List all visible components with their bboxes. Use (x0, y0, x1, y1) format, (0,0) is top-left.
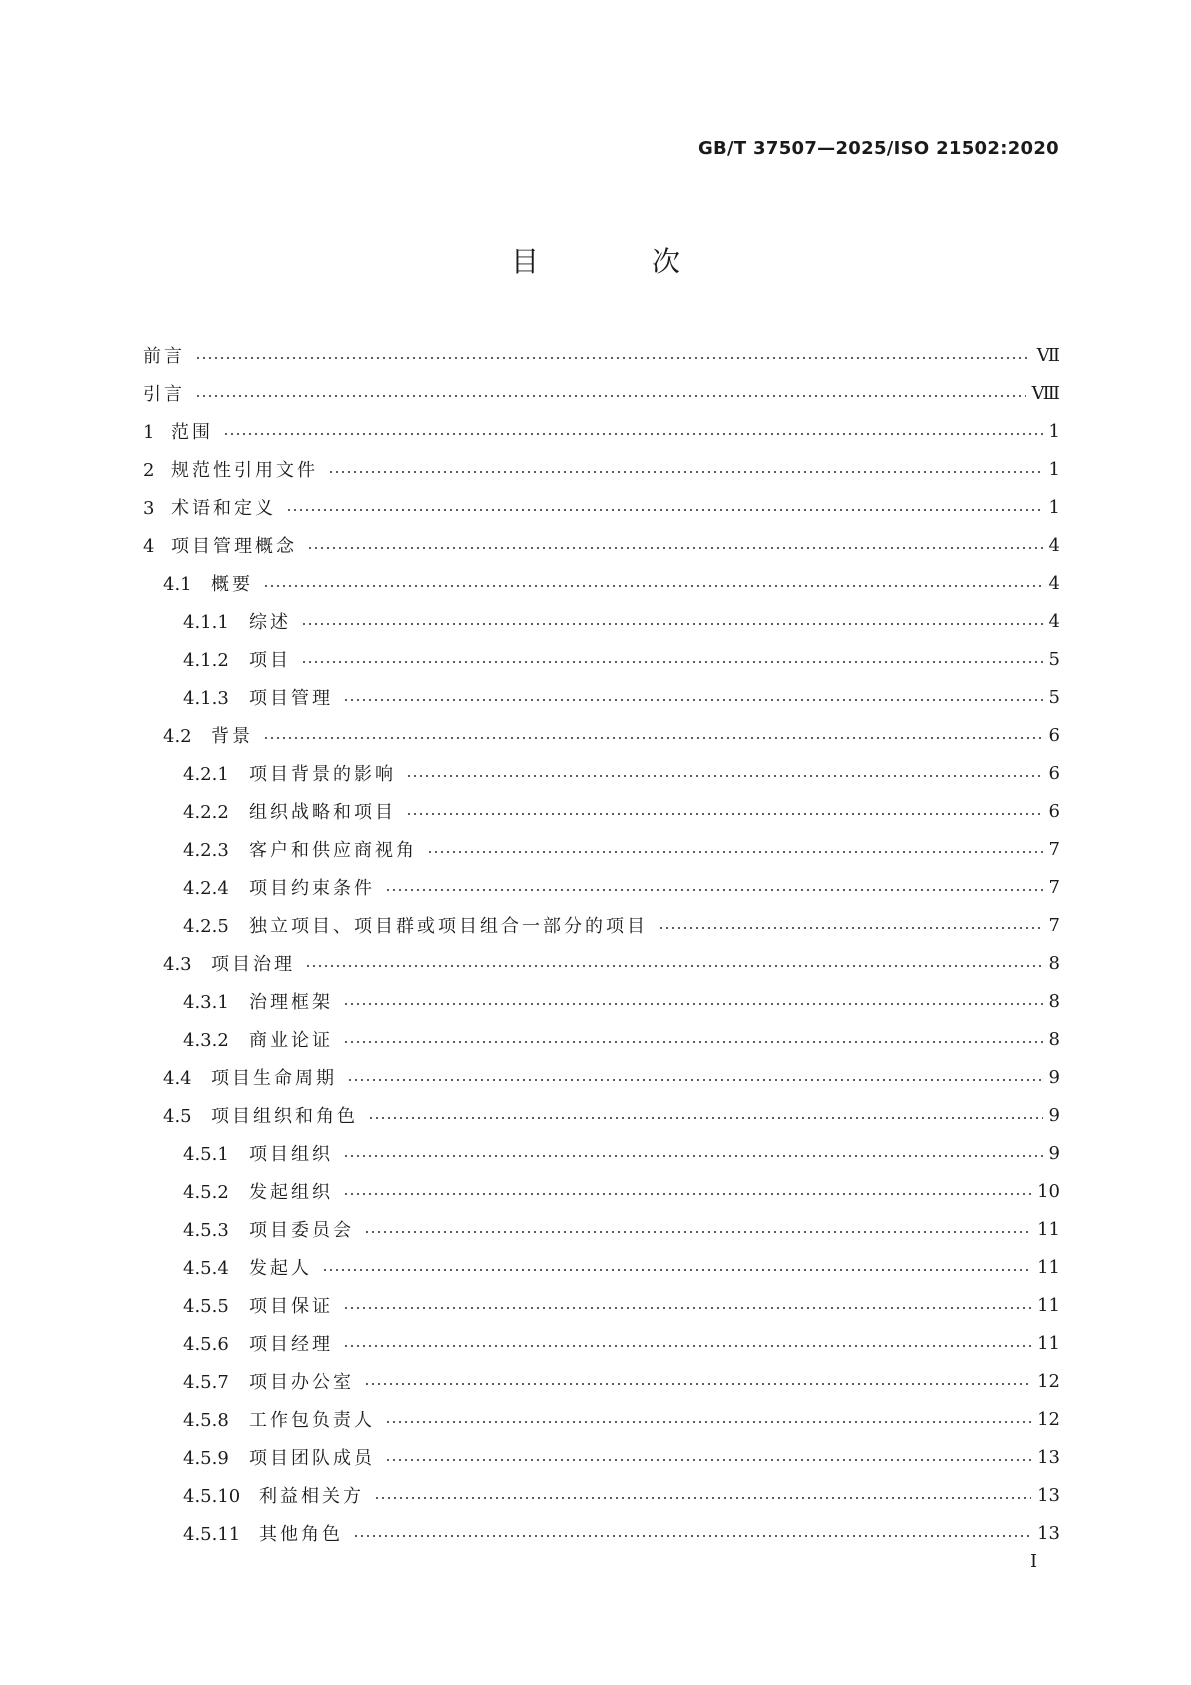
page-number: I (1030, 1551, 1038, 1572)
toc-entry-number: 4.3.1 (183, 992, 229, 1013)
toc-entry[interactable] (143, 678, 1060, 716)
toc-entry-label (143, 1406, 379, 1432)
toc-entry-label (143, 836, 421, 862)
toc-entry-page: 11 (1037, 1218, 1060, 1240)
toc-entry-number: 4.5.10 (183, 1486, 241, 1507)
toc-entry-label (143, 1292, 337, 1318)
toc-entry[interactable] (143, 1172, 1060, 1210)
toc-dot-leader (374, 1486, 1031, 1504)
toc-entry[interactable] (143, 1286, 1060, 1324)
toc-entry-page: 5 (1048, 648, 1060, 670)
toc-entry-title: 综述 (249, 612, 291, 633)
toc-entry[interactable] (143, 1362, 1060, 1400)
toc-entry-label (143, 1140, 337, 1166)
toc-entry[interactable] (143, 944, 1060, 982)
toc-entry-title: 引言 (143, 384, 185, 405)
toc-entry-title: 项目管理 (249, 688, 333, 709)
toc-entry[interactable] (143, 1210, 1060, 1248)
toc-entry-label (143, 988, 337, 1014)
toc-entry-page: 11 (1037, 1256, 1060, 1278)
toc-entry-number: 4.1.2 (183, 650, 229, 671)
toc-entry[interactable] (143, 336, 1060, 374)
toc-dot-leader (322, 1258, 1031, 1276)
toc-entry-label (143, 1102, 362, 1128)
toc-entry-page: 8 (1048, 1028, 1060, 1050)
toc-entry-title: 前言 (143, 346, 185, 367)
page-title: 目 次 (511, 245, 732, 278)
toc-dot-leader (406, 802, 1043, 820)
toc-entry[interactable] (143, 868, 1060, 906)
toc-dot-leader (364, 1220, 1031, 1238)
toc-entry-label (143, 1178, 337, 1204)
toc-entry-number: 4.5.8 (183, 1410, 229, 1431)
toc-entry[interactable] (143, 1096, 1060, 1134)
toc-entry-number: 4.2.4 (183, 878, 229, 899)
toc-dot-leader (343, 1144, 1043, 1162)
toc-entry-page: Ⅶ (1036, 344, 1060, 366)
toc-entry[interactable] (143, 754, 1060, 792)
toc-entry-page: 1 (1048, 420, 1060, 442)
toc-entry-page: 8 (1048, 952, 1060, 974)
toc-entry-page: 1 (1048, 458, 1060, 480)
toc-entry-page: 7 (1048, 838, 1060, 860)
toc-entry-title: 概要 (211, 574, 253, 595)
toc-entry[interactable] (143, 1476, 1060, 1514)
toc-dot-leader (406, 764, 1043, 782)
toc-entry-title: 其他角色 (259, 1524, 343, 1545)
toc-entry-title: 范围 (171, 422, 213, 443)
toc-entry-label (143, 1520, 347, 1546)
toc-dot-leader (305, 954, 1043, 972)
toc-dot-leader (658, 916, 1043, 934)
toc-entry-page: 5 (1048, 686, 1060, 708)
toc-entry-page: 11 (1037, 1332, 1060, 1354)
toc-entry[interactable] (143, 1438, 1060, 1476)
toc-entry-title: 项目团队成员 (249, 1448, 375, 1469)
toc-dot-leader (301, 650, 1043, 668)
toc-entry-title: 组织战略和项目 (249, 802, 396, 823)
toc-entry-number: 4.3.2 (183, 1030, 229, 1051)
toc-entry-number: 4.2.5 (183, 916, 229, 937)
toc-entry-label (143, 1026, 337, 1052)
toc-entry-title: 项目委员会 (249, 1220, 354, 1241)
toc-entry[interactable] (143, 450, 1060, 488)
toc-entry-number: 4.5.4 (183, 1258, 229, 1279)
toc-entry-title: 利益相关方 (259, 1486, 364, 1507)
toc-entry-label (143, 722, 257, 748)
toc-entry-page: 7 (1048, 914, 1060, 936)
toc-entry-title: 工作包负责人 (249, 1410, 375, 1431)
toc-dot-leader (343, 1334, 1031, 1352)
toc-entry-label (143, 1368, 358, 1394)
toc-entry-label (143, 1330, 337, 1356)
toc-entry-number: 4.5.2 (183, 1182, 229, 1203)
toc-entry-title: 客户和供应商视角 (249, 840, 417, 861)
toc-entry[interactable] (143, 564, 1060, 602)
toc-entry-page: 13 (1037, 1522, 1060, 1544)
toc-entry-number: 4.2 (163, 726, 192, 747)
toc-entry-title: 项目约束条件 (249, 878, 375, 899)
toc-entry[interactable] (143, 1248, 1060, 1286)
toc-dot-leader (223, 422, 1043, 440)
toc-entry-page: 11 (1037, 1294, 1060, 1316)
toc-entry-label (143, 1216, 358, 1242)
toc-entry-page: Ⅷ (1031, 382, 1060, 404)
toc-entry[interactable] (143, 792, 1060, 830)
toc-entry-page: 13 (1037, 1446, 1060, 1468)
toc-dot-leader (353, 1524, 1031, 1542)
toc-entry-page: 4 (1048, 572, 1060, 594)
toc-entry-number: 2 (143, 460, 155, 481)
toc-entry-number: 4.5.11 (183, 1524, 241, 1545)
toc-entry-number: 4.2.1 (183, 764, 229, 785)
toc-dot-leader (343, 1030, 1043, 1048)
toc-entry-page: 12 (1037, 1408, 1060, 1430)
toc-entry-number: 1 (143, 422, 155, 443)
toc-entry-page: 8 (1048, 990, 1060, 1012)
toc-entry[interactable] (143, 374, 1060, 412)
toc-entry-title: 项目管理概念 (171, 536, 297, 557)
toc-entry-number: 4.3 (163, 954, 192, 975)
toc-dot-leader (195, 384, 1026, 402)
toc-entry-title: 发起组织 (249, 1182, 333, 1203)
toc-entry-number: 4.1 (163, 574, 192, 595)
toc-entry-page: 12 (1037, 1370, 1060, 1392)
toc-entry-number: 4.2.3 (183, 840, 229, 861)
toc-entry[interactable] (143, 412, 1060, 450)
toc-entry-page: 4 (1048, 534, 1060, 556)
toc-entry-page: 9 (1048, 1104, 1060, 1126)
toc-dot-leader (307, 536, 1043, 554)
toc-dot-leader (385, 878, 1043, 896)
toc-entry-label (143, 570, 257, 596)
toc-entry-page: 4 (1048, 610, 1060, 632)
toc-entry-number: 4.5.6 (183, 1334, 229, 1355)
toc-entry-label (143, 456, 322, 482)
toc-entry-label (143, 494, 280, 520)
toc-entry-number: 4.5.9 (183, 1448, 229, 1469)
toc-dot-leader (347, 1068, 1043, 1086)
toc-dot-leader (195, 346, 1031, 364)
toc-entry-title: 发起人 (249, 1258, 312, 1279)
toc-entry-title: 治理框架 (249, 992, 333, 1013)
toc-entry[interactable] (143, 488, 1060, 526)
toc-entry-title: 项目生命周期 (211, 1068, 337, 1089)
toc-entry-page: 13 (1037, 1484, 1060, 1506)
toc-entry-page: 6 (1048, 800, 1060, 822)
toc-entry-title: 项目背景的影响 (249, 764, 396, 785)
toc-entry-number: 3 (143, 498, 155, 519)
toc-entry-page: 6 (1048, 762, 1060, 784)
toc-entry-title: 项目 (249, 650, 291, 671)
toc-dot-leader (328, 460, 1043, 478)
toc-entry-number: 4.5.1 (183, 1144, 229, 1165)
toc-entry-label (143, 874, 379, 900)
toc-dot-leader (343, 1182, 1031, 1200)
toc-entry[interactable] (143, 1324, 1060, 1362)
toc-dot-leader (427, 840, 1043, 858)
toc-entry-title: 背景 (211, 726, 253, 747)
toc-dot-leader (385, 1410, 1031, 1428)
toc-entry-title: 独立项目、项目群或项目组合一部分的项目 (249, 916, 648, 937)
toc-entry-title: 规范性引用文件 (171, 460, 318, 481)
toc-entry-page: 9 (1048, 1066, 1060, 1088)
toc-dot-leader (263, 574, 1043, 592)
toc-entry-number: 4.5 (163, 1106, 192, 1127)
toc-entry[interactable] (143, 602, 1060, 640)
toc-dot-leader (286, 498, 1043, 516)
toc-entry[interactable] (143, 906, 1060, 944)
toc-dot-leader (368, 1106, 1043, 1124)
toc-entry-label (143, 342, 189, 368)
toc-entry-page: 9 (1048, 1142, 1060, 1164)
toc-entry[interactable] (143, 716, 1060, 754)
toc-entry-title: 项目办公室 (249, 1372, 354, 1393)
toc-entry[interactable] (143, 526, 1060, 564)
toc-entry-page: 1 (1048, 496, 1060, 518)
toc-entry-title: 项目组织和角色 (211, 1106, 358, 1127)
toc-entry-label (143, 418, 217, 444)
toc-dot-leader (343, 688, 1043, 706)
toc-entry-label (143, 760, 400, 786)
toc-entry-label (143, 912, 652, 938)
toc-entry[interactable] (143, 1020, 1060, 1058)
toc-dot-leader (364, 1372, 1031, 1390)
toc-entry-title: 项目经理 (249, 1334, 333, 1355)
toc-entry-label (143, 532, 301, 558)
toc-entry-page: 7 (1048, 876, 1060, 898)
toc-entry-label (143, 1064, 341, 1090)
toc-entry-page: 10 (1037, 1180, 1060, 1202)
toc-entry[interactable] (143, 1514, 1060, 1552)
toc-entry[interactable] (143, 1400, 1060, 1438)
toc-entry-number: 4.5.5 (183, 1296, 229, 1317)
toc-entry-title: 商业论证 (249, 1030, 333, 1051)
toc-entry-label (143, 684, 337, 710)
toc-entry-title: 术语和定义 (171, 498, 276, 519)
toc-entry[interactable] (143, 830, 1060, 868)
toc-entry-number: 4.1.1 (183, 612, 229, 633)
toc-entry[interactable] (143, 1134, 1060, 1172)
toc-entry[interactable] (143, 1058, 1060, 1096)
toc-dot-leader (343, 992, 1043, 1010)
toc-dot-leader (263, 726, 1043, 744)
toc-entry-page: 6 (1048, 724, 1060, 746)
toc-entry-label (143, 646, 295, 672)
toc-entry-label (143, 608, 295, 634)
toc-entry-number: 4.5.3 (183, 1220, 229, 1241)
toc-entry-label (143, 1482, 368, 1508)
toc-entry-label (143, 1254, 316, 1280)
toc-entry[interactable] (143, 982, 1060, 1020)
toc-entry-number: 4.1.3 (183, 688, 229, 709)
document-code: GB/T 37507—2025/ISO 21502:2020 (697, 138, 1059, 159)
toc-entry-number: 4.2.2 (183, 802, 229, 823)
toc-entry-label (143, 950, 299, 976)
toc-entry-title: 项目治理 (211, 954, 295, 975)
toc-entry-title: 项目保证 (249, 1296, 333, 1317)
toc-entry-label (143, 380, 189, 406)
toc-dot-leader (301, 612, 1043, 630)
toc-dot-leader (343, 1296, 1031, 1314)
toc-entry-label (143, 1444, 379, 1470)
toc-entry-number: 4 (143, 536, 155, 557)
toc-dot-leader (385, 1448, 1031, 1466)
toc-entry-label (143, 798, 400, 824)
toc-entry-number: 4.5.7 (183, 1372, 229, 1393)
toc-entry[interactable] (143, 640, 1060, 678)
toc-entry-number: 4.4 (163, 1068, 192, 1089)
table-of-contents (143, 336, 1060, 1552)
toc-entry-title: 项目组织 (249, 1144, 333, 1165)
